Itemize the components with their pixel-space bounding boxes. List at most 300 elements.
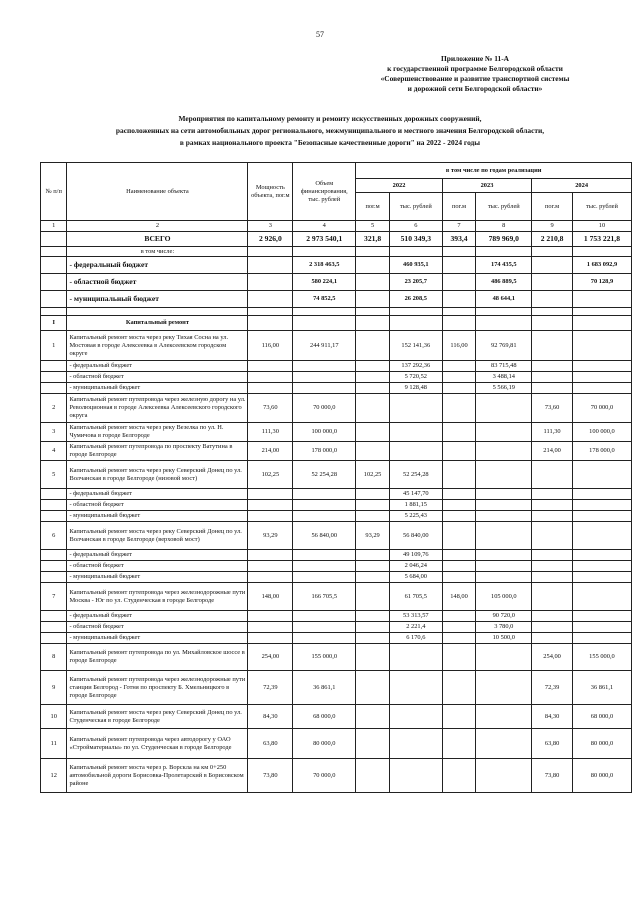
header-num: № п/п — [41, 163, 67, 221]
including-label: в том числе: — [67, 247, 248, 257]
budget-value — [442, 257, 476, 274]
section-row — [41, 316, 632, 331]
row-value: 9 128,48 — [389, 383, 442, 394]
header-rub-2024: тыс. рублей — [572, 193, 631, 221]
row-value — [572, 550, 631, 561]
column-numbers-row — [41, 221, 632, 232]
row-name: Капитальный ремонт путепровода через железную дорогу на ул. Революционная в городе Алексеевка Алексеевского городского округа — [67, 394, 248, 423]
row-value — [293, 511, 356, 522]
row-value — [442, 423, 476, 442]
row-value: 10 500,0 — [476, 633, 532, 644]
row-value — [572, 489, 631, 500]
budget-value: 174 435,5 — [476, 257, 532, 274]
row-value — [442, 561, 476, 572]
row-value — [572, 383, 631, 394]
section-number: I — [41, 316, 67, 331]
row-value: 2 046,24 — [389, 561, 442, 572]
row-value: 63,80 — [248, 729, 293, 759]
object-budget-row — [41, 372, 632, 383]
row-name: - федеральный бюджет — [67, 361, 248, 372]
empty-cell — [442, 316, 476, 331]
row-value: 166 705,5 — [293, 583, 356, 611]
row-value: 68 000,0 — [293, 705, 356, 729]
row-value: 73,60 — [248, 394, 293, 423]
row-value: 52 254,28 — [293, 461, 356, 489]
row-value — [356, 423, 390, 442]
row-value: 5 225,43 — [389, 511, 442, 522]
header-year-2022: 2022 — [356, 179, 442, 193]
row-value — [356, 644, 390, 671]
row-value — [572, 622, 631, 633]
row-value: 80 000,0 — [293, 729, 356, 759]
object-row — [41, 644, 632, 671]
row-value — [442, 550, 476, 561]
column-number: 8 — [476, 221, 532, 232]
row-value — [389, 671, 442, 705]
row-number — [41, 383, 67, 394]
total-value: 2 926,0 — [248, 232, 293, 247]
row-name: Капитальный ремонт путепровода через железнодорожные пути станции Белгород - Готня по проспекту Б. Хмельницкого в городе Белгороде — [67, 671, 248, 705]
row-value — [293, 550, 356, 561]
row-value — [442, 671, 476, 705]
row-value — [572, 361, 631, 372]
empty-cell — [476, 316, 532, 331]
object-budget-row — [41, 633, 632, 644]
title-line-3: в рамках национального проекта "Безопасные качественные дороги" на 2022 - 2024 годы — [179, 138, 481, 147]
object-budget-row — [41, 572, 632, 583]
row-value — [293, 383, 356, 394]
row-value — [572, 461, 631, 489]
row-value: 111,30 — [532, 423, 573, 442]
row-value — [572, 500, 631, 511]
row-value — [572, 633, 631, 644]
header-pogm-2023: пог.м — [442, 193, 476, 221]
row-number — [41, 550, 67, 561]
row-value — [248, 372, 293, 383]
row-value — [476, 511, 532, 522]
row-value: 214,00 — [248, 442, 293, 461]
row-value — [248, 622, 293, 633]
row-value — [356, 622, 390, 633]
budget-value: 26 208,5 — [389, 291, 442, 308]
row-value — [532, 331, 573, 361]
empty-cell — [248, 247, 293, 257]
row-value — [442, 705, 476, 729]
object-budget-row — [41, 361, 632, 372]
row-value — [293, 561, 356, 572]
row-value: 116,00 — [248, 331, 293, 361]
row-value: 100 000,0 — [293, 423, 356, 442]
row-name: - областной бюджет — [67, 622, 248, 633]
row-value — [476, 394, 532, 423]
object-row — [41, 522, 632, 550]
row-value: 5 684,00 — [389, 572, 442, 583]
row-value — [476, 550, 532, 561]
row-value — [476, 423, 532, 442]
row-number — [41, 489, 67, 500]
row-value — [356, 611, 390, 622]
column-number: 1 — [41, 221, 67, 232]
empty-cell — [442, 308, 476, 316]
total-value: 789 969,0 — [476, 232, 532, 247]
row-name: Капитальный ремонт моста через реку Северский Донец по ул. Студенческая в городе Белгороде — [67, 705, 248, 729]
object-row — [41, 423, 632, 442]
row-number — [41, 611, 67, 622]
row-value — [389, 705, 442, 729]
row-value — [356, 489, 390, 500]
header-by-year: в том числе по годам реализации — [356, 163, 632, 179]
row-value: 1 881,15 — [389, 500, 442, 511]
header-capacity: Мощность объекта, пог.м — [248, 163, 293, 221]
column-number: 2 — [67, 221, 248, 232]
row-value — [476, 489, 532, 500]
row-value — [389, 423, 442, 442]
empty-cell — [389, 247, 442, 257]
row-value: 72,39 — [248, 671, 293, 705]
row-value — [572, 331, 631, 361]
row-value — [532, 561, 573, 572]
row-value — [442, 572, 476, 583]
row-value: 116,00 — [442, 331, 476, 361]
row-number: 1 — [41, 331, 67, 361]
empty-cell — [41, 308, 67, 316]
budget-value — [532, 274, 573, 291]
row-number — [41, 372, 67, 383]
appendix-line-3: «Совершенствование и развитие транспортной системы — [380, 74, 570, 83]
row-value — [476, 729, 532, 759]
row-value — [532, 511, 573, 522]
row-value — [532, 622, 573, 633]
row-value — [442, 442, 476, 461]
object-row — [41, 442, 632, 461]
row-value: 45 147,70 — [389, 489, 442, 500]
row-value — [293, 500, 356, 511]
column-number: 7 — [442, 221, 476, 232]
row-value: 73,80 — [532, 759, 573, 793]
empty-cell — [293, 308, 356, 316]
row-value: 70 000,0 — [293, 394, 356, 423]
row-name: - муниципальный бюджет — [67, 572, 248, 583]
budget-value: 580 224,1 — [293, 274, 356, 291]
row-name: Капитальный ремонт путепровода по проспекту Ватутина в городе Белгороде — [67, 442, 248, 461]
row-value — [293, 633, 356, 644]
row-value: 56 840,00 — [389, 522, 442, 550]
row-value — [476, 759, 532, 793]
row-value — [572, 522, 631, 550]
row-value: 83 715,48 — [476, 361, 532, 372]
object-row — [41, 583, 632, 611]
row-value — [442, 511, 476, 522]
row-value: 254,00 — [248, 644, 293, 671]
column-number: 10 — [572, 221, 631, 232]
header-funding: Объем финансирования, тыс. рублей — [293, 163, 356, 221]
row-value: 254,00 — [532, 644, 573, 671]
row-value: 92 769,81 — [476, 331, 532, 361]
row-value — [356, 383, 390, 394]
budget-value: 70 128,9 — [572, 274, 631, 291]
object-budget-row — [41, 511, 632, 522]
row-value: 152 141,36 — [389, 331, 442, 361]
empty-cell — [572, 316, 631, 331]
row-value — [248, 383, 293, 394]
object-row — [41, 729, 632, 759]
row-value — [356, 572, 390, 583]
object-row — [41, 759, 632, 793]
row-value — [389, 442, 442, 461]
row-value: 93,29 — [248, 522, 293, 550]
row-value — [476, 644, 532, 671]
row-value: 56 840,00 — [293, 522, 356, 550]
row-value — [293, 489, 356, 500]
row-value — [293, 622, 356, 633]
row-value — [356, 671, 390, 705]
budget-value — [248, 257, 293, 274]
row-value: 178 000,0 — [572, 442, 631, 461]
header-pogm-2022: пог.м — [356, 193, 390, 221]
row-value — [476, 705, 532, 729]
appendix-line-4: и дорожной сети Белгородской области» — [407, 84, 543, 93]
budget-value — [356, 257, 390, 274]
title-line-1: Мероприятия по капитальному ремонту и ремонту искусственных дорожных сооружений, — [178, 114, 482, 123]
row-value — [356, 394, 390, 423]
appendix-heading — [330, 54, 620, 94]
including-row — [41, 247, 632, 257]
budget-value — [572, 291, 631, 308]
row-value — [248, 561, 293, 572]
row-number — [41, 361, 67, 372]
row-name: - муниципальный бюджет — [67, 511, 248, 522]
row-value — [248, 633, 293, 644]
document-title — [30, 113, 630, 149]
row-value — [442, 461, 476, 489]
object-budget-row — [41, 622, 632, 633]
object-budget-row — [41, 611, 632, 622]
row-value — [476, 442, 532, 461]
row-value: 100 000,0 — [572, 423, 631, 442]
row-value — [442, 622, 476, 633]
row-value — [389, 729, 442, 759]
row-value: 5 720,52 — [389, 372, 442, 383]
budget-value: 460 935,1 — [389, 257, 442, 274]
empty-cell — [572, 247, 631, 257]
row-number: 12 — [41, 759, 67, 793]
row-value — [248, 550, 293, 561]
object-budget-row — [41, 561, 632, 572]
row-value — [532, 500, 573, 511]
empty-cell — [248, 316, 293, 331]
row-value — [293, 361, 356, 372]
row-value — [532, 583, 573, 611]
row-name: Капитальный ремонт моста через реку Северский Донец по ул. Волчанская в городе Белгороде (верховой мост) — [67, 522, 248, 550]
row-value: 73,60 — [532, 394, 573, 423]
budget-value: 486 889,5 — [476, 274, 532, 291]
row-value: 36 861,1 — [572, 671, 631, 705]
row-value: 53 313,57 — [389, 611, 442, 622]
budget-label: - муниципальный бюджет — [67, 291, 248, 308]
row-value: 102,25 — [248, 461, 293, 489]
row-value — [293, 611, 356, 622]
row-value — [442, 500, 476, 511]
budget-value — [248, 291, 293, 308]
header-rub-2022: тыс. рублей — [389, 193, 442, 221]
row-value — [476, 500, 532, 511]
empty-cell — [532, 247, 573, 257]
row-number: 5 — [41, 461, 67, 489]
row-value: 84,30 — [532, 705, 573, 729]
empty-cell — [67, 308, 248, 316]
column-number: 3 — [248, 221, 293, 232]
empty-cell — [248, 308, 293, 316]
row-number: 7 — [41, 583, 67, 611]
row-value — [248, 511, 293, 522]
row-value: 105 000,0 — [476, 583, 532, 611]
row-value: 3 780,0 — [476, 622, 532, 633]
row-value — [532, 489, 573, 500]
column-number: 9 — [532, 221, 573, 232]
budget-value — [248, 274, 293, 291]
row-value — [356, 511, 390, 522]
row-value — [356, 372, 390, 383]
row-value — [356, 442, 390, 461]
row-value — [442, 361, 476, 372]
empty-cell — [293, 316, 356, 331]
row-value — [356, 500, 390, 511]
row-value: 80 000,0 — [572, 759, 631, 793]
empty-cell — [532, 316, 573, 331]
row-value — [476, 561, 532, 572]
row-value — [356, 561, 390, 572]
budget-value: 23 205,7 — [389, 274, 442, 291]
row-number — [41, 572, 67, 583]
budget-value — [356, 291, 390, 308]
row-value — [356, 759, 390, 793]
total-row — [41, 232, 632, 247]
row-value: 80 000,0 — [572, 729, 631, 759]
object-budget-row — [41, 500, 632, 511]
row-value — [572, 372, 631, 383]
spacer-row — [41, 308, 632, 316]
row-name: Капитальный ремонт моста через реку Северский Донец по ул. Волчанская в городе Белгороде (низовой мост) — [67, 461, 248, 489]
row-value — [356, 361, 390, 372]
row-number — [41, 622, 67, 633]
row-value — [356, 729, 390, 759]
row-value: 5 566,19 — [476, 383, 532, 394]
row-value — [476, 522, 532, 550]
empty-cell — [442, 247, 476, 257]
budget-label: - областной бюджет — [67, 274, 248, 291]
row-name: Капитальный ремонт моста через р. Ворскла на км 0+250 автомобильной дороги Борисовка-Пролетарский в Борисовском районе — [67, 759, 248, 793]
row-number — [41, 561, 67, 572]
object-budget-row — [41, 489, 632, 500]
row-number: 4 — [41, 442, 67, 461]
row-value — [442, 633, 476, 644]
row-value — [572, 561, 631, 572]
row-number — [41, 500, 67, 511]
row-name: - областной бюджет — [67, 372, 248, 383]
total-value: 2 210,8 — [532, 232, 573, 247]
row-value — [572, 611, 631, 622]
object-row — [41, 461, 632, 489]
total-value: 2 973 540,1 — [293, 232, 356, 247]
appendix-line-2: к государственной программе Белгородской области — [387, 64, 563, 73]
row-number: 8 — [41, 644, 67, 671]
row-value — [293, 572, 356, 583]
row-value — [532, 611, 573, 622]
objects-table — [40, 162, 632, 793]
row-value — [476, 671, 532, 705]
budget-value: 2 318 463,5 — [293, 257, 356, 274]
row-value: 3 488,14 — [476, 372, 532, 383]
row-value: 73,80 — [248, 759, 293, 793]
row-value — [442, 759, 476, 793]
row-value — [389, 394, 442, 423]
row-value: 36 861,1 — [293, 671, 356, 705]
empty-cell — [356, 247, 390, 257]
row-value: 148,00 — [442, 583, 476, 611]
empty-cell — [476, 308, 532, 316]
budget-value — [356, 274, 390, 291]
row-value — [442, 394, 476, 423]
object-row — [41, 705, 632, 729]
row-value: 72,39 — [532, 671, 573, 705]
row-number: 2 — [41, 394, 67, 423]
header-name: Наименование объекта — [67, 163, 248, 221]
header-pogm-2024: пог.м — [532, 193, 573, 221]
column-number: 4 — [293, 221, 356, 232]
row-value — [389, 644, 442, 671]
empty-cell — [389, 308, 442, 316]
row-value: 90 720,0 — [476, 611, 532, 622]
row-name: Капитальный ремонт путепровода через железнодорожные пути Москва - Юг по ул. Студенческая в городе Белгороде — [67, 583, 248, 611]
row-value — [532, 361, 573, 372]
row-name: - федеральный бюджет — [67, 489, 248, 500]
empty-cell — [476, 247, 532, 257]
row-value — [356, 583, 390, 611]
row-value: 70 000,0 — [572, 394, 631, 423]
row-number — [41, 511, 67, 522]
row-value: 111,30 — [248, 423, 293, 442]
row-value: 155 000,0 — [572, 644, 631, 671]
row-name: - областной бюджет — [67, 500, 248, 511]
total-value: 1 753 221,8 — [572, 232, 631, 247]
row-value — [442, 383, 476, 394]
row-value: 63,80 — [532, 729, 573, 759]
empty-cell — [572, 308, 631, 316]
row-value: 93,29 — [356, 522, 390, 550]
row-value — [356, 633, 390, 644]
empty-cell — [41, 257, 67, 274]
row-value — [532, 522, 573, 550]
budget-row — [41, 274, 632, 291]
row-value: 84,30 — [248, 705, 293, 729]
row-value — [532, 572, 573, 583]
column-number: 6 — [389, 221, 442, 232]
row-number: 3 — [41, 423, 67, 442]
row-name: - муниципальный бюджет — [67, 633, 248, 644]
row-value — [293, 372, 356, 383]
total-num-cell — [41, 232, 67, 247]
row-value: 178 000,0 — [293, 442, 356, 461]
budget-value — [532, 291, 573, 308]
header-rub-2023: тыс. рублей — [476, 193, 532, 221]
row-value — [248, 500, 293, 511]
object-budget-row — [41, 550, 632, 561]
budget-value — [532, 257, 573, 274]
object-row — [41, 671, 632, 705]
row-value — [389, 759, 442, 793]
empty-cell — [41, 247, 67, 257]
row-value — [442, 372, 476, 383]
